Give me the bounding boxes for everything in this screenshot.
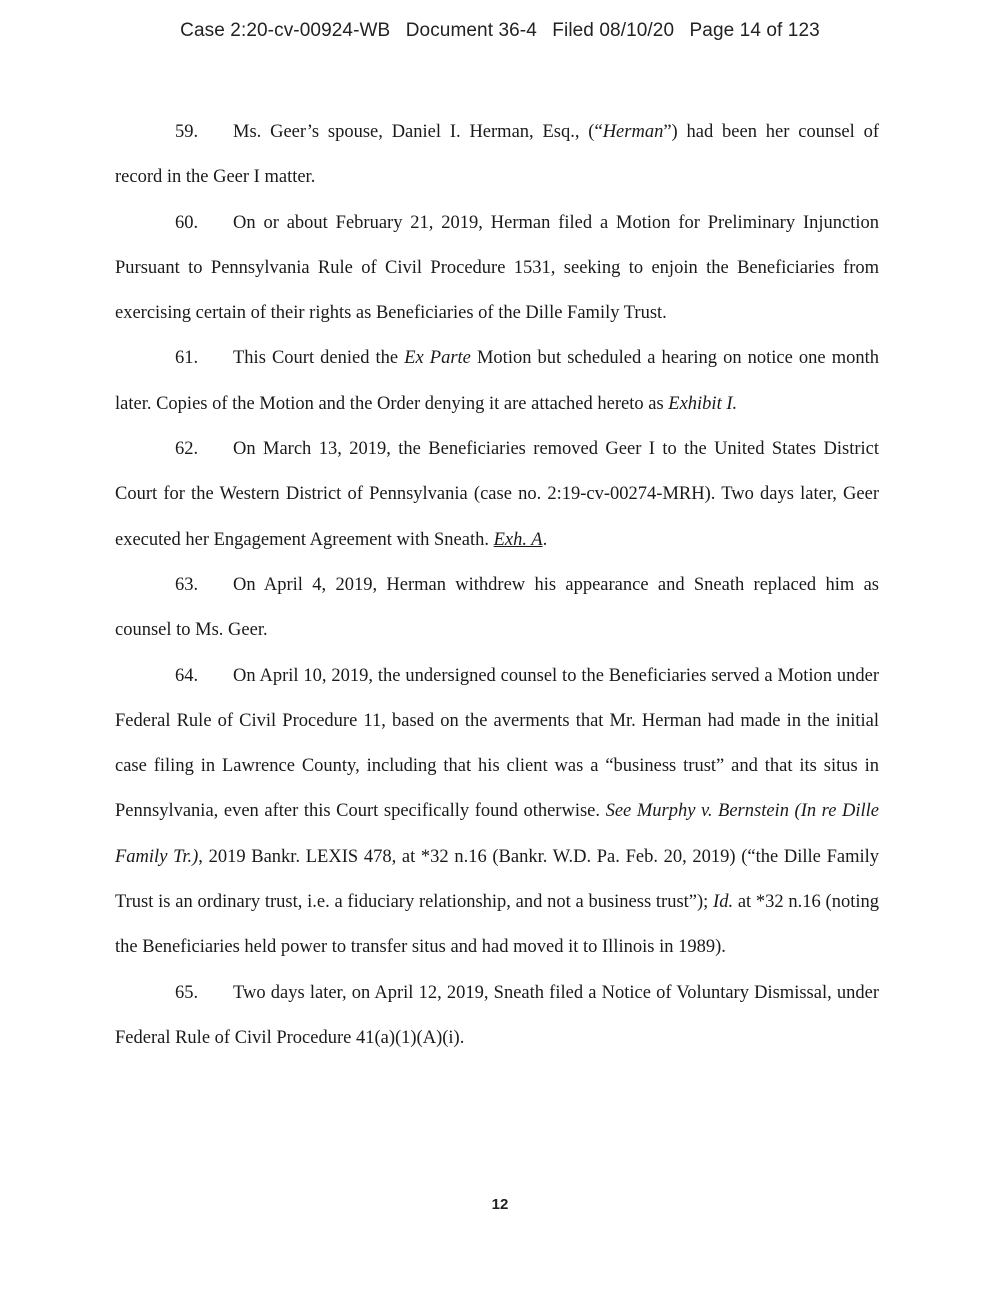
italic-citation-text: Herman — [602, 122, 664, 142]
paragraph-text: . — [542, 529, 548, 550]
filed-date: Filed 08/10/20 — [552, 20, 675, 41]
page-number: 12 — [491, 1196, 509, 1213]
paragraph-number: 63. — [175, 574, 199, 595]
paragraph-text: On March 13, 2019, the Beneficiaries removed Geer I to the United States District Court for the Western District of Pennsylvania (case no. 2:19-cv-00274-MRH). Two days later, Geer executed her Engagement Agreement with Sneath. — [115, 439, 879, 550]
paragraph-number: 59. — [175, 122, 199, 142]
italic-citation-text: Exhibit I. — [668, 393, 738, 414]
paragraph-text: Motion but scheduled a hearing on notice one month later. Copies of the Motion and the Order denying it are attached hereto as — [115, 348, 879, 414]
paragraph-number: 60. — [175, 212, 199, 233]
paragraph — [115, 201, 879, 337]
paragraph — [115, 654, 879, 971]
paragraph — [115, 110, 879, 201]
paragraph-text: On April 4, 2019, Herman withdrew his appearance and Sneath replaced him as counsel to Ms. Geer. — [115, 574, 879, 641]
paragraph — [115, 427, 879, 563]
paragraph-number: 61. — [175, 348, 199, 369]
page-count: Page 14 of 123 — [689, 20, 820, 41]
paragraph-text: Two days later, on April 12, 2019, Sneath filed a Notice of Voluntary Dismissal, under Federal Rule of Civil Procedure 41(a)(1)(A)(i). — [115, 982, 879, 1048]
paragraph-text: On or about February 21, 2019, Herman filed a Motion for Preliminary Injunction Pursuant to Pennsylvania Rule of Civil Procedure 1531, seeking to enjoin the Beneficiaries from exercising certain of their rights as Beneficiaries of the Dille Family Trust. — [115, 212, 879, 324]
italic-citation-text: Exh. A — [493, 529, 543, 550]
paragraph-text: , 2019 Bankr. LEXIS 478, at *32 n.16 (Bankr. W.D. Pa. Feb. 20, 2019) (“the Dille Family Trust is an ordinary trust, i.e. a fiduciary relationship, and not a business trust”); — [115, 846, 879, 913]
paragraph-number: 64. — [175, 665, 199, 686]
italic-citation-text: Ex Parte — [404, 348, 471, 369]
paragraph-text: ”) had been her counsel of record in the Geer I matter. — [115, 122, 879, 188]
page-header — [0, 20, 1000, 42]
paragraph-text: On April 10, 2019, the undersigned counsel to the Beneficiaries served a Motion under Federal Rule of Civil Procedure 11, based on the averments that Mr. Herman had made in the initial case filing in Lawrence County, including that his client was a “business trust” and that its situs in Pennsylvania, even after this Court specifically found otherwise. — [115, 665, 879, 822]
case-number: Case 2:20-cv-00924-WB — [180, 20, 391, 41]
document-body — [115, 110, 879, 1061]
paragraph-text: at *32 n.16 (noting the Beneficiaries held power to transfer situs and had moved it to Illinois in 1989). — [115, 892, 879, 958]
document-number: Document 36-4 — [405, 20, 537, 41]
paragraph-number: 65. — [175, 982, 199, 1003]
italic-citation-text: Id. — [713, 892, 734, 913]
italic-citation-text: See Murphy v. Bernstein (In re Dille Family Tr.) — [115, 801, 879, 867]
paragraph — [115, 563, 879, 654]
paragraph-text: This Court denied the — [233, 348, 405, 369]
paragraph — [115, 971, 879, 1062]
paragraph-text: Ms. Geer’s spouse, Daniel I. Herman, Esq., (“ — [233, 122, 603, 142]
paragraph — [115, 336, 879, 427]
paragraph-number: 62. — [175, 439, 199, 460]
